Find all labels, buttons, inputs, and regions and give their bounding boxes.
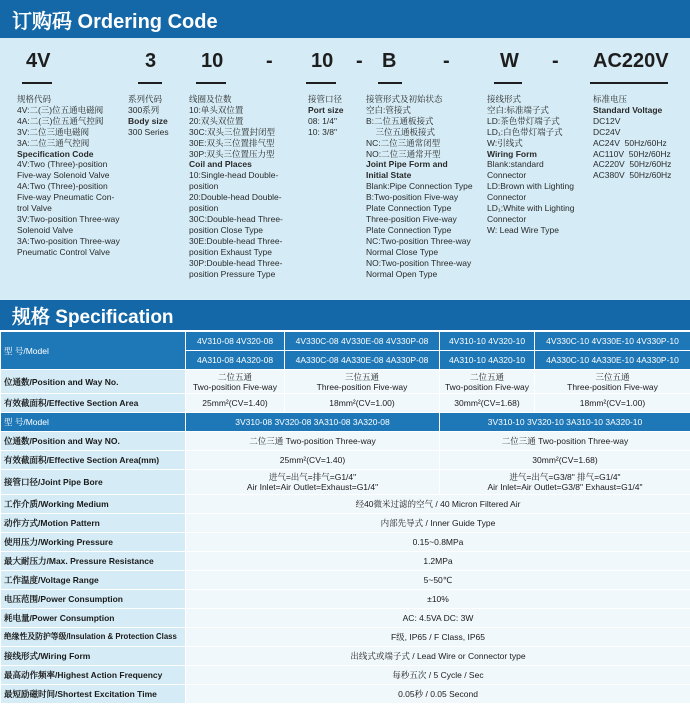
code-underline	[494, 82, 522, 84]
section-cell: 18mm²(CV=1.00)	[285, 394, 440, 413]
table-row	[1, 394, 690, 413]
description-line: Initial State	[366, 170, 412, 181]
row-label-max-pressure: 最大耐压力/Max. Pressure Resistance	[1, 552, 186, 571]
table-row	[1, 432, 690, 451]
description-line: 300系列	[128, 104, 160, 115]
table-row	[1, 552, 690, 571]
table-row	[1, 685, 690, 704]
code-separator: -	[266, 50, 273, 72]
model-cell: 4A310-08 4A320-08	[186, 351, 285, 370]
description-line: AC24V 50Hz/60Hz	[593, 137, 667, 148]
pressure-cell: 0.15~0.8MPa	[186, 533, 690, 552]
description-line: Plate Connection Type	[366, 224, 452, 235]
description-line: 3A:二位三通气控阀	[17, 137, 90, 148]
spec-code-column	[17, 94, 120, 258]
description-line: 10:Single-head Double-	[189, 170, 279, 181]
description-line: W: Lead Wire Type	[487, 224, 559, 235]
description-line: Normal Open Type	[366, 268, 438, 279]
description-line: 30E:Double-head Three-	[189, 235, 283, 246]
description-line: LD:茶色带灯端子式	[487, 115, 560, 126]
position-cell: 二位三通 Two-position Three-way	[186, 432, 440, 451]
row-label-frequency: 最高动作频率/Highest Action Frequency	[1, 666, 186, 685]
description-line: Connector	[487, 170, 527, 181]
description-line: position	[189, 181, 219, 192]
standard-voltage-column	[593, 94, 671, 181]
code-underline	[22, 82, 52, 84]
description-line: NO:Two-position Three-way	[366, 257, 472, 268]
insulation-cell: F级, IP65 / F Class, IP65	[186, 628, 690, 647]
model-cell: 3V310-08 3V320-08 3A310-08 3A320-08	[186, 413, 440, 432]
temperature-cell: 5~50℃	[186, 571, 690, 590]
description-line: 标准电压	[593, 94, 628, 104]
description-line: AC220V 50Hz/60Hz	[593, 159, 672, 170]
description-line: 3A:Two-position Three-way	[17, 235, 120, 246]
description-line: 线圈及位数	[189, 94, 232, 104]
model-cell: 4V330C-10 4V330E-10 4V330P-10	[535, 332, 690, 351]
description-line: DC12V	[593, 115, 621, 126]
table-row	[1, 495, 690, 514]
section-cell: 18mm²(CV=1.00)	[535, 394, 690, 413]
description-line: LD₁:白色带灯端子式	[487, 126, 563, 137]
description-line: trol Valve	[17, 203, 52, 214]
section-cell: 30mm²(CV=1.68)	[440, 451, 690, 470]
row-label-insulation: 绝缘性及防护等级/Insulation & Protection Class	[1, 628, 186, 647]
description-line: DC24V	[593, 126, 621, 137]
table-row	[1, 470, 690, 495]
description-line: NC:二位三通常闭型	[366, 137, 441, 148]
row-label-wiring: 接线形式/Wiring Form	[1, 647, 186, 666]
model-cell: 4V330C-08 4V330E-08 4V330P-08	[285, 332, 440, 351]
description-line: 4A:Two (Three)-position	[17, 181, 108, 192]
description-line: 30C:双头三位置封闭型	[189, 126, 275, 137]
position-cell: 二位五通 Two-position Five-way	[440, 370, 535, 394]
row-label-section-area: 有效截面积/Effective Section Area(mm)	[1, 451, 186, 470]
row-label-model: 型 号/Model	[1, 413, 186, 432]
description-line: 20:Double-head Double-	[189, 192, 282, 203]
code-separator: -	[443, 50, 450, 72]
code-underline	[138, 82, 162, 84]
table-row	[1, 514, 690, 533]
description-line: 空白:标准端子式	[487, 104, 549, 115]
code-joint: B	[382, 50, 397, 72]
model-cell: 4A330C-10 4A330E-10 4A330P-10	[535, 351, 690, 370]
position-cell: 三位五通 Three-position Five-way	[285, 370, 440, 394]
description-line: position Pressure Type	[189, 268, 276, 279]
description-line: NO:二位三通常开型	[366, 148, 441, 159]
specification-table	[0, 331, 690, 704]
joint-pipe-column	[366, 94, 473, 279]
power-cell: AC: 4.5VA DC: 3W	[186, 609, 690, 628]
description-line: Coil and Places	[189, 159, 252, 170]
row-label-power: 耗电量/Power Consumption	[1, 609, 186, 628]
description-line: 20:双头双位置	[189, 115, 244, 126]
description-line: position Close Type	[189, 224, 264, 235]
description-line: Pneumatic Control Valve	[17, 246, 110, 257]
code-underline	[590, 82, 668, 84]
code-body-size: 3	[145, 50, 157, 72]
description-line: 规格代码	[17, 94, 52, 104]
description-line: 接管形式及初始状态	[366, 94, 443, 104]
table-row	[1, 413, 690, 432]
section-cell: 30mm²(CV=1.68)	[440, 394, 535, 413]
description-line: 接线形式	[487, 94, 522, 104]
row-label-voltage: 电压范围/Power Consumption	[1, 590, 186, 609]
ordering-code-panel	[0, 38, 690, 300]
description-line: Standard Voltage	[593, 104, 663, 115]
model-cell: 4A310-10 4A320-10	[440, 351, 535, 370]
table-row	[1, 571, 690, 590]
table-row	[1, 370, 690, 394]
code-underline	[196, 82, 226, 84]
description-line: 30E:双头三位置排气型	[189, 137, 275, 148]
description-line: Port size	[308, 104, 344, 115]
table-row	[1, 666, 690, 685]
wiring-form-column	[487, 94, 574, 236]
description-line: W:引线式	[487, 137, 523, 148]
frequency-cell: 每秒五次 / 5 Cycle / Sec	[186, 666, 690, 685]
description-line: Five-way Pneumatic Con-	[17, 192, 115, 203]
description-line: position	[189, 203, 219, 214]
description-line: 08: 1/4"	[308, 115, 338, 126]
table-row	[1, 609, 690, 628]
description-line: 4A:二(三)位五通气控阀	[17, 115, 104, 126]
row-label-model: 型 号/Model	[1, 332, 186, 370]
medium-cell: 经40微米过滤的空气 / 40 Micron Filtered Air	[186, 495, 690, 514]
max-pressure-cell: 1.2MPa	[186, 552, 690, 571]
model-cell: 4V310-08 4V320-08	[186, 332, 285, 351]
description-line: Connector	[487, 192, 527, 203]
description-line: 3V:二位三通电磁阀	[17, 126, 89, 137]
coil-places-column	[189, 94, 283, 279]
description-line: 4V:Two (Three)-position	[17, 159, 108, 170]
description-line: 30C:Double-head Three-	[189, 213, 283, 224]
description-line: Five-way Solenoid Valve	[17, 170, 110, 181]
row-label-medium: 工作介质/Working Medium	[1, 495, 186, 514]
description-line: 30P:双头三位置压力型	[189, 148, 275, 159]
position-cell: 三位五通 Three-position Five-way	[535, 370, 690, 394]
description-line: Plate Connection Type	[366, 203, 452, 214]
table-row	[1, 533, 690, 552]
description-line: 接管口径	[308, 94, 343, 104]
model-cell: 4A330C-08 4A330E-08 4A330P-08	[285, 351, 440, 370]
code-series: 4V	[26, 50, 51, 72]
description-line: Wiring Form	[487, 148, 537, 159]
model-cell: 3V310-10 3V320-10 3A310-10 3A320-10	[440, 413, 690, 432]
code-coil: 10	[201, 50, 224, 72]
row-label-position: 位通数/Position and Way NO.	[1, 432, 186, 451]
row-label-excitation: 最短励磁时间/Shortest Excitation Time	[1, 685, 186, 704]
description-line: 10: 3/8"	[308, 126, 338, 137]
description-line: Solenoid Valve	[17, 224, 74, 235]
joint-cell: 进气=出气=G3/8" 排气=G1/4" Air Inlet=Air Outlet=G3/8" Exhaust=G1/4"	[440, 470, 690, 495]
table-row	[1, 590, 690, 609]
description-line: LD₁:White with Lighting	[487, 203, 575, 214]
code-port-size: 10	[311, 50, 334, 72]
description-line: Normal Close Type	[366, 246, 439, 257]
excitation-cell: 0.05秒 / 0.05 Second	[186, 685, 690, 704]
description-line: 空白:管接式	[366, 104, 411, 115]
code-wiring: W	[500, 50, 519, 72]
description-line: Body size	[128, 115, 168, 126]
description-line: B:二位五通板接式	[366, 115, 434, 126]
description-line: Blank:Pipe Connection Type	[366, 181, 473, 192]
wiring-cell: 出线式或端子式 / Lead Wire or Connector type	[186, 647, 690, 666]
section-cell: 25mm²(CV=1.40)	[186, 394, 285, 413]
table-row	[1, 451, 690, 470]
description-line: Joint Pipe Form and	[366, 159, 448, 170]
ordering-code-title: 订购码 Ordering Code	[0, 0, 690, 38]
body-size-column	[128, 94, 169, 138]
description-line: Three-position Five-way	[366, 213, 457, 224]
description-line: 30P:Double-head Three-	[189, 257, 283, 268]
description-line: 300 Series	[128, 126, 169, 137]
row-label-position: 位通数/Position and Way No.	[1, 370, 186, 394]
description-line: 3V:Two-position Three-way	[17, 213, 120, 224]
description-line: Specification Code	[17, 148, 94, 159]
description-line: Connector	[487, 213, 527, 224]
description-line: position Exhaust Type	[189, 246, 273, 257]
code-row	[0, 50, 690, 80]
section-cell: 25mm²(CV=1.40)	[186, 451, 440, 470]
description-line: AC380V 50Hz/60Hz	[593, 170, 672, 181]
code-separator: -	[356, 50, 363, 72]
table-row	[1, 647, 690, 666]
code-separator: -	[552, 50, 559, 72]
port-size-column	[308, 94, 343, 138]
model-cell: 4V310-10 4V320-10	[440, 332, 535, 351]
description-line: Blank:standard	[487, 159, 544, 170]
row-label-section-area: 有效截面积/Effective Section Area	[1, 394, 186, 413]
description-line: B:Two-position Five-way	[366, 192, 459, 203]
description-line: LD:Brown with Lighting	[487, 181, 574, 192]
table-row	[1, 332, 690, 351]
position-cell: 二位五通 Two-position Five-way	[186, 370, 285, 394]
description-line: NC:Two-position Three-way	[366, 235, 471, 246]
motion-cell: 内部先导式 / Inner Guide Type	[186, 514, 690, 533]
specification-title: 规格 Specification	[0, 300, 690, 330]
position-cell: 二位三通 Two-position Three-way	[440, 432, 690, 451]
row-label-pressure: 使用压力/Working Pressure	[1, 533, 186, 552]
code-underline	[306, 82, 336, 84]
description-line: AC110V 50Hz/60Hz	[593, 148, 671, 159]
code-underline	[378, 82, 402, 84]
description-line: 系列代码	[128, 94, 163, 104]
code-voltage: AC220V	[593, 50, 669, 72]
description-line: 10:单头双位置	[189, 104, 244, 115]
row-label-temperature: 工作温度/Voltage Range	[1, 571, 186, 590]
row-label-motion: 动作方式/Motion Pattern	[1, 514, 186, 533]
joint-cell: 进气=出气=排气=G1/4" Air Inlet=Air Outlet=Exhaust=G1/4"	[186, 470, 440, 495]
table-row	[1, 628, 690, 647]
description-line: 三位五通板接式	[366, 126, 435, 137]
description-line: 4V:二(三)位五通电磁阀	[17, 104, 104, 115]
row-label-joint-pipe: 接管口径/Joint Pipe Bore	[1, 470, 186, 495]
voltage-cell: ±10%	[186, 590, 690, 609]
